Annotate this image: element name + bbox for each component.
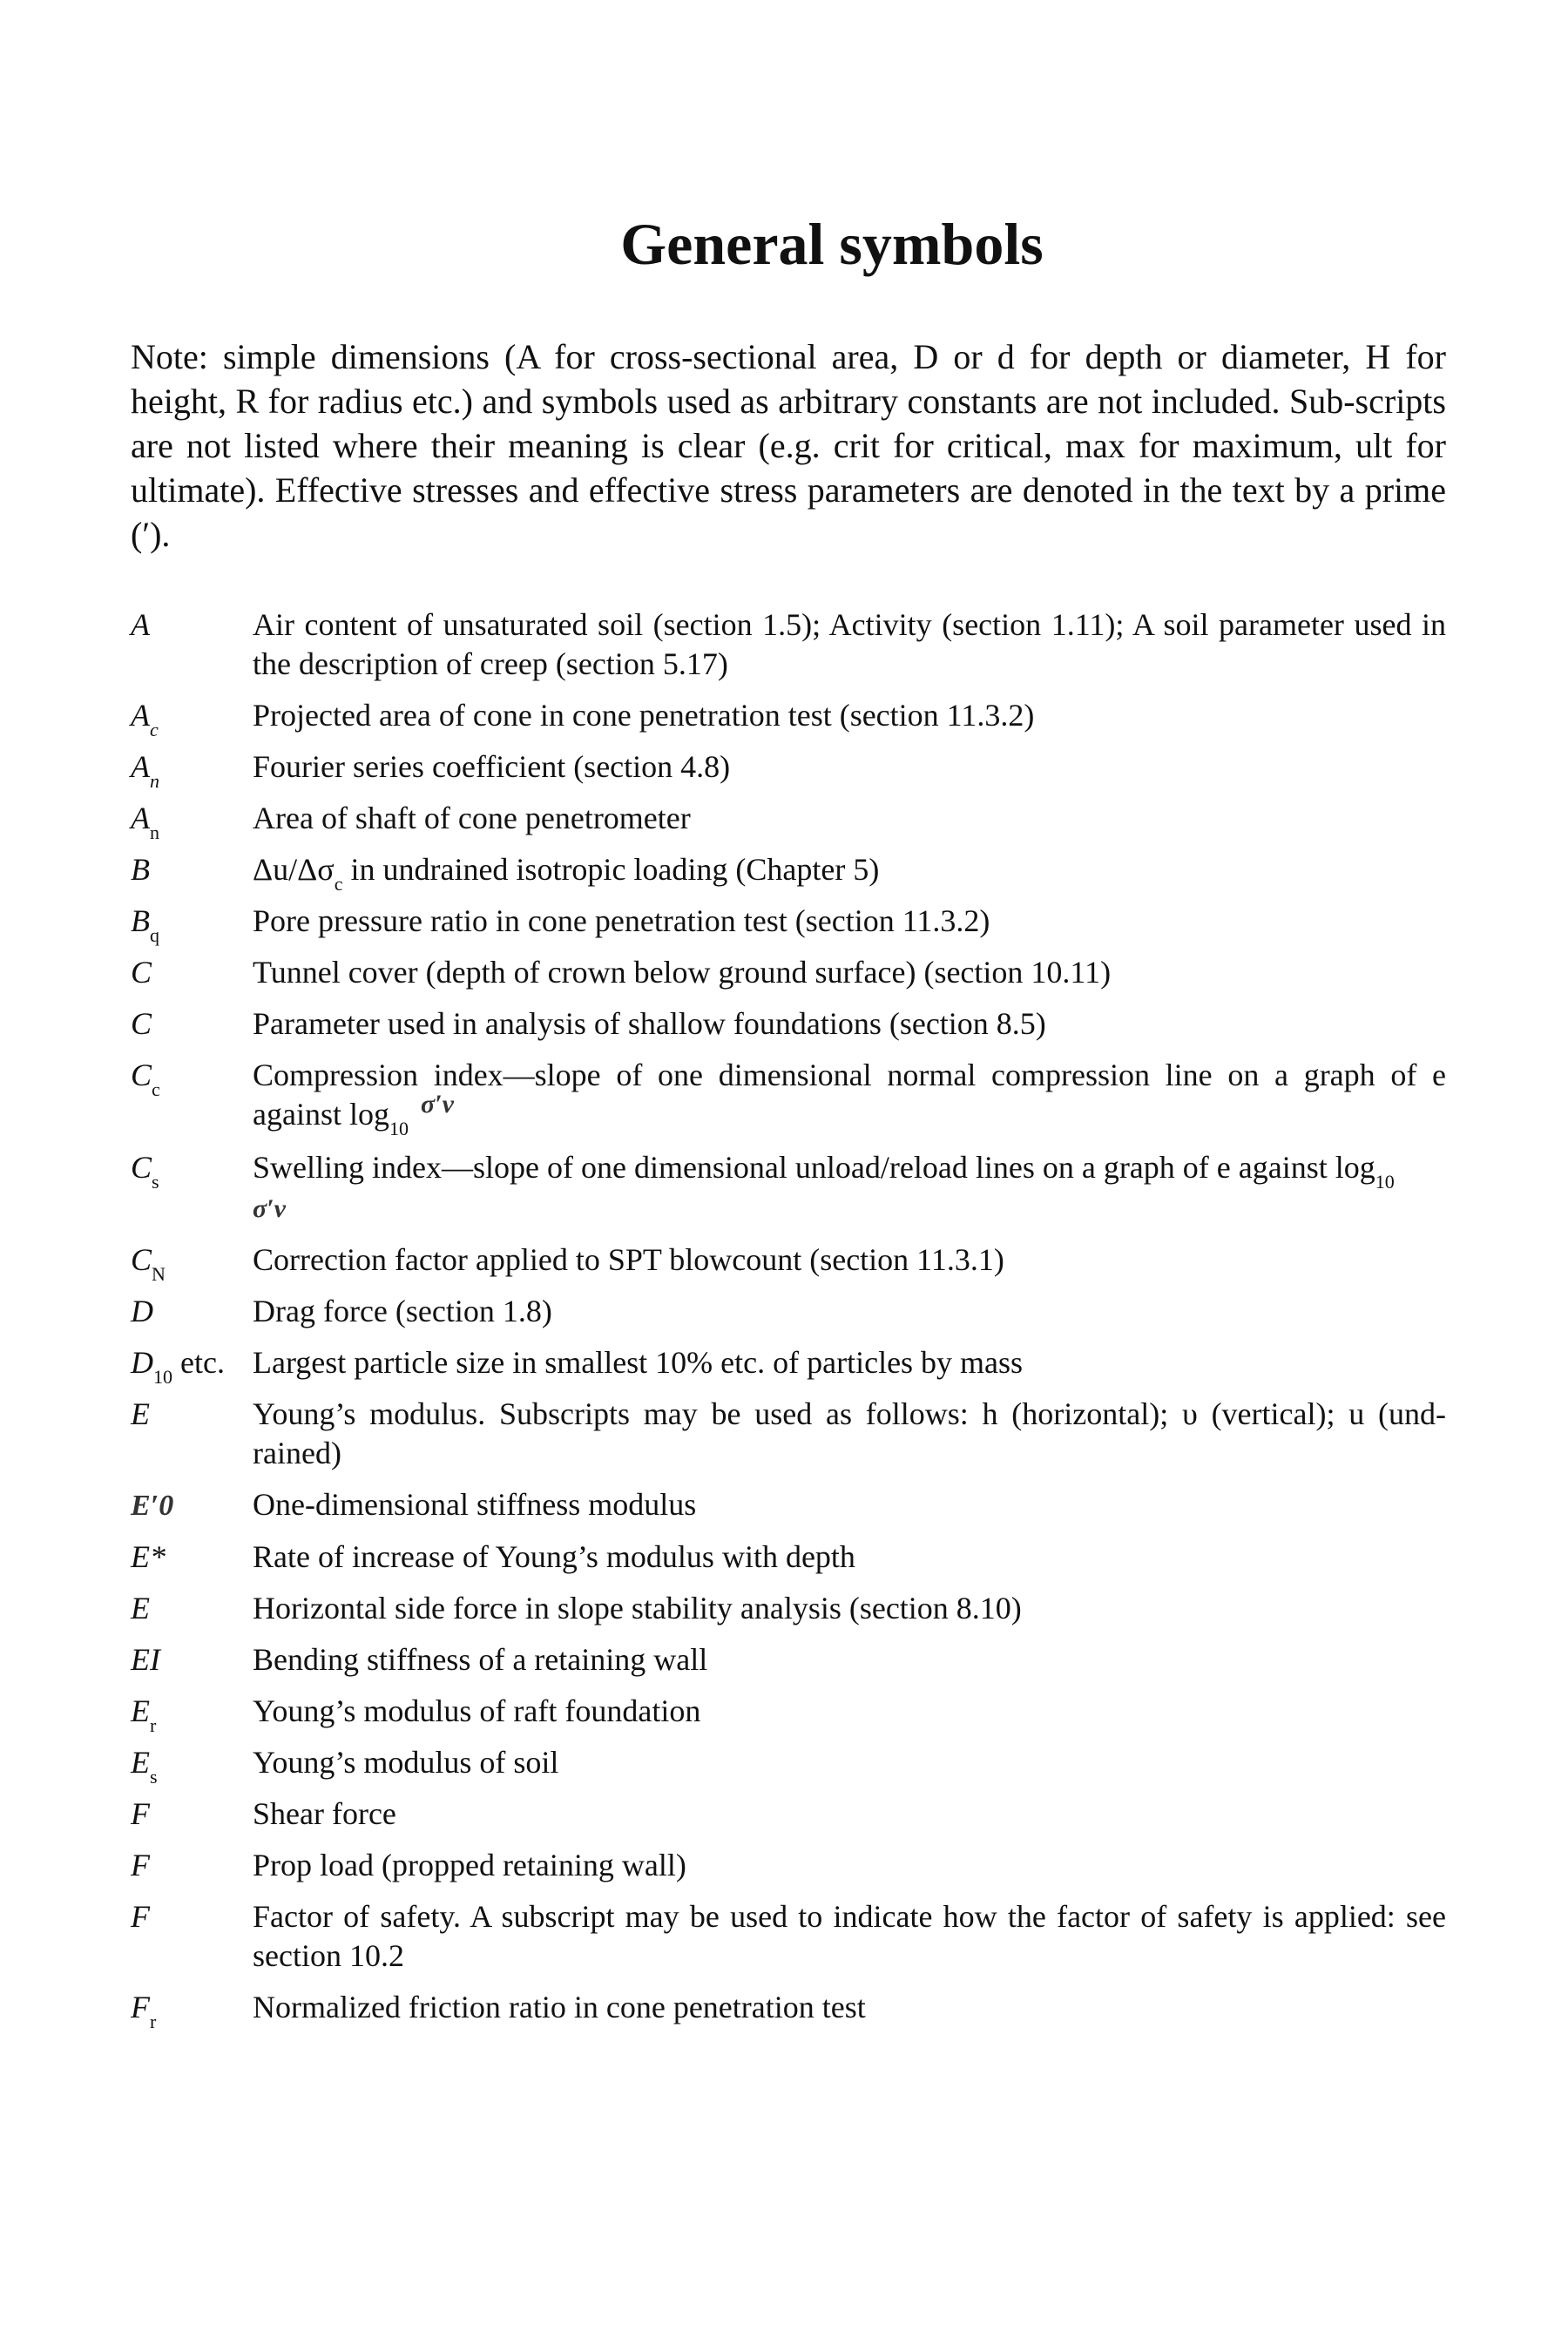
symbol-description: Horizontal side force in slope stability analysis (section 8.10) bbox=[253, 1591, 1022, 1625]
symbol: $A_n$ bbox=[131, 749, 159, 792]
symbol-description: Young’s modulus. Subscripts may be used as follows: h (horizontal); υ (vertical); u (und-rained) bbox=[253, 1396, 1446, 1470]
symbol-row bbox=[131, 1640, 1446, 1680]
page-title: General symbols bbox=[620, 211, 1044, 277]
symbol: A bbox=[131, 607, 150, 642]
symbol: $E_r$ bbox=[131, 1693, 157, 1736]
symbol: C bbox=[131, 955, 152, 990]
symbol: $C_N$ bbox=[131, 1242, 166, 1285]
symbol-row bbox=[131, 1794, 1446, 1834]
symbol-description: Compression index—slope of one dimensional normal compression line on a graph of e against $\log_{10}^{\sigma'v}$ bbox=[253, 1058, 1446, 1139]
symbol-row bbox=[131, 1292, 1446, 1331]
symbol-description: Correction factor applied to SPT blowcount (section 11.3.1) bbox=[253, 1242, 1004, 1277]
symbol-row bbox=[131, 1485, 1446, 1525]
symbol-row bbox=[131, 1004, 1446, 1044]
sigma-v-prime-symbol: σ′v bbox=[420, 1090, 454, 1119]
symbol: D bbox=[131, 1294, 153, 1328]
symbol: E bbox=[131, 1396, 150, 1431]
symbol bbox=[131, 1485, 253, 1525]
symbol-row bbox=[131, 1240, 1446, 1285]
symbol-list bbox=[131, 605, 1446, 2032]
symbol-description: Largest particle size in smallest 10% etc. of particles by mass bbox=[253, 1345, 1024, 1380]
symbol: B bbox=[131, 852, 150, 887]
symbol-row bbox=[131, 902, 1446, 946]
symbol-description: Tunnel cover (depth of crown below ground surface) (section 10.11) bbox=[253, 955, 1112, 990]
symbol-row bbox=[131, 953, 1446, 992]
symbol: $C_s$ bbox=[131, 1150, 159, 1193]
symbol: E* bbox=[131, 1539, 166, 1574]
symbol: F bbox=[131, 1796, 150, 1831]
symbol-row bbox=[131, 1056, 1446, 1139]
symbol: $D_{10}$ etc. bbox=[131, 1345, 225, 1388]
symbol-row bbox=[131, 1395, 1446, 1473]
symbol-description: Air content of unsaturated soil (section 1.5); Activity (section 1.11); A soil parameter used in the description of creep (section 5.17) bbox=[253, 607, 1446, 681]
sigma-v-prime-symbol: σ′v bbox=[253, 1194, 286, 1223]
symbol: C bbox=[131, 1006, 152, 1041]
symbol-description: Prop load (propped retaining wall) bbox=[253, 1848, 686, 1882]
symbol: $E_s$ bbox=[131, 1745, 158, 1788]
symbol-row bbox=[131, 1589, 1446, 1628]
symbol-row bbox=[131, 747, 1446, 792]
symbol-description: Fourier series coefficient (section 4.8) bbox=[253, 749, 731, 784]
symbol-row bbox=[131, 799, 1446, 843]
symbol-row bbox=[131, 1846, 1446, 1885]
symbol-description: Drag force (section 1.8) bbox=[253, 1294, 552, 1328]
symbol-row bbox=[131, 850, 1446, 895]
e0-prime-symbol: E′0 bbox=[131, 1490, 174, 1522]
symbol-row bbox=[131, 1148, 1446, 1228]
symbol: F bbox=[131, 1899, 150, 1934]
symbol-description: Rate of increase of Young’s modulus with depth bbox=[253, 1539, 855, 1574]
symbol: $C_c$ bbox=[131, 1058, 160, 1100]
page bbox=[131, 209, 1446, 2039]
symbol: $A_n$ bbox=[131, 801, 159, 843]
symbol: $A_c$ bbox=[131, 698, 159, 740]
symbol-description: Bending stiffness of a retaining wall bbox=[253, 1642, 708, 1677]
symbol: $B_q$ bbox=[131, 903, 159, 946]
symbol-description: Young’s modulus of raft foundation bbox=[253, 1693, 701, 1728]
symbol-description: Swelling index—slope of one dimensional unload/reload lines on a graph of e against $\log_{10}$ σ′v bbox=[253, 1150, 1395, 1223]
symbol-description: Factor of safety. A subscript may be used to indicate how the factor of safety is applied: see section 10.2 bbox=[253, 1899, 1446, 1973]
symbol-row bbox=[131, 1743, 1446, 1788]
symbol-row bbox=[131, 696, 1446, 740]
symbol: EI bbox=[131, 1642, 160, 1677]
symbol-description: Normalized friction ratio in cone penetration test bbox=[253, 1990, 866, 2024]
symbol-description: Pore pressure ratio in cone penetration test (section 11.3.2) bbox=[253, 903, 990, 938]
symbol-description: $\Delta u/\Delta\sigma_c$ in undrained isotropic loading (Chapter 5) bbox=[253, 852, 880, 895]
symbol-description: Parameter used in analysis of shallow foundations (section 8.5) bbox=[253, 1006, 1046, 1041]
symbol-row bbox=[131, 1343, 1446, 1388]
note-paragraph: Note: simple dimensions (A for cross-sectional area, D or d for depth or diameter, H for height, R for radius etc.) and symbols used as arbitrary constants are not included. Sub-scripts are not listed where their meaning is clear (e.g. crit for critical, max for maximum, ult for ultimate). Effective stresses and effective stress parameters are denoted in the text by a prime (′). bbox=[131, 337, 1446, 554]
symbol-description: Shear force bbox=[253, 1796, 396, 1831]
symbol-description: One-dimensional stiffness modulus bbox=[253, 1487, 697, 1522]
symbol-description: Young’s modulus of soil bbox=[253, 1745, 559, 1780]
symbol: F bbox=[131, 1848, 150, 1882]
symbol-row bbox=[131, 1988, 1446, 2032]
symbol-description: Area of shaft of cone penetrometer bbox=[253, 801, 691, 835]
symbol-row bbox=[131, 605, 1446, 684]
symbol-description: Projected area of cone in cone penetration test (section 11.3.2) bbox=[253, 698, 1035, 733]
symbol: E bbox=[131, 1591, 150, 1625]
symbol: $F_r$ bbox=[131, 1990, 157, 2032]
symbol-row bbox=[131, 1692, 1446, 1736]
symbol-row bbox=[131, 1897, 1446, 1976]
symbol-row bbox=[131, 1538, 1446, 1577]
